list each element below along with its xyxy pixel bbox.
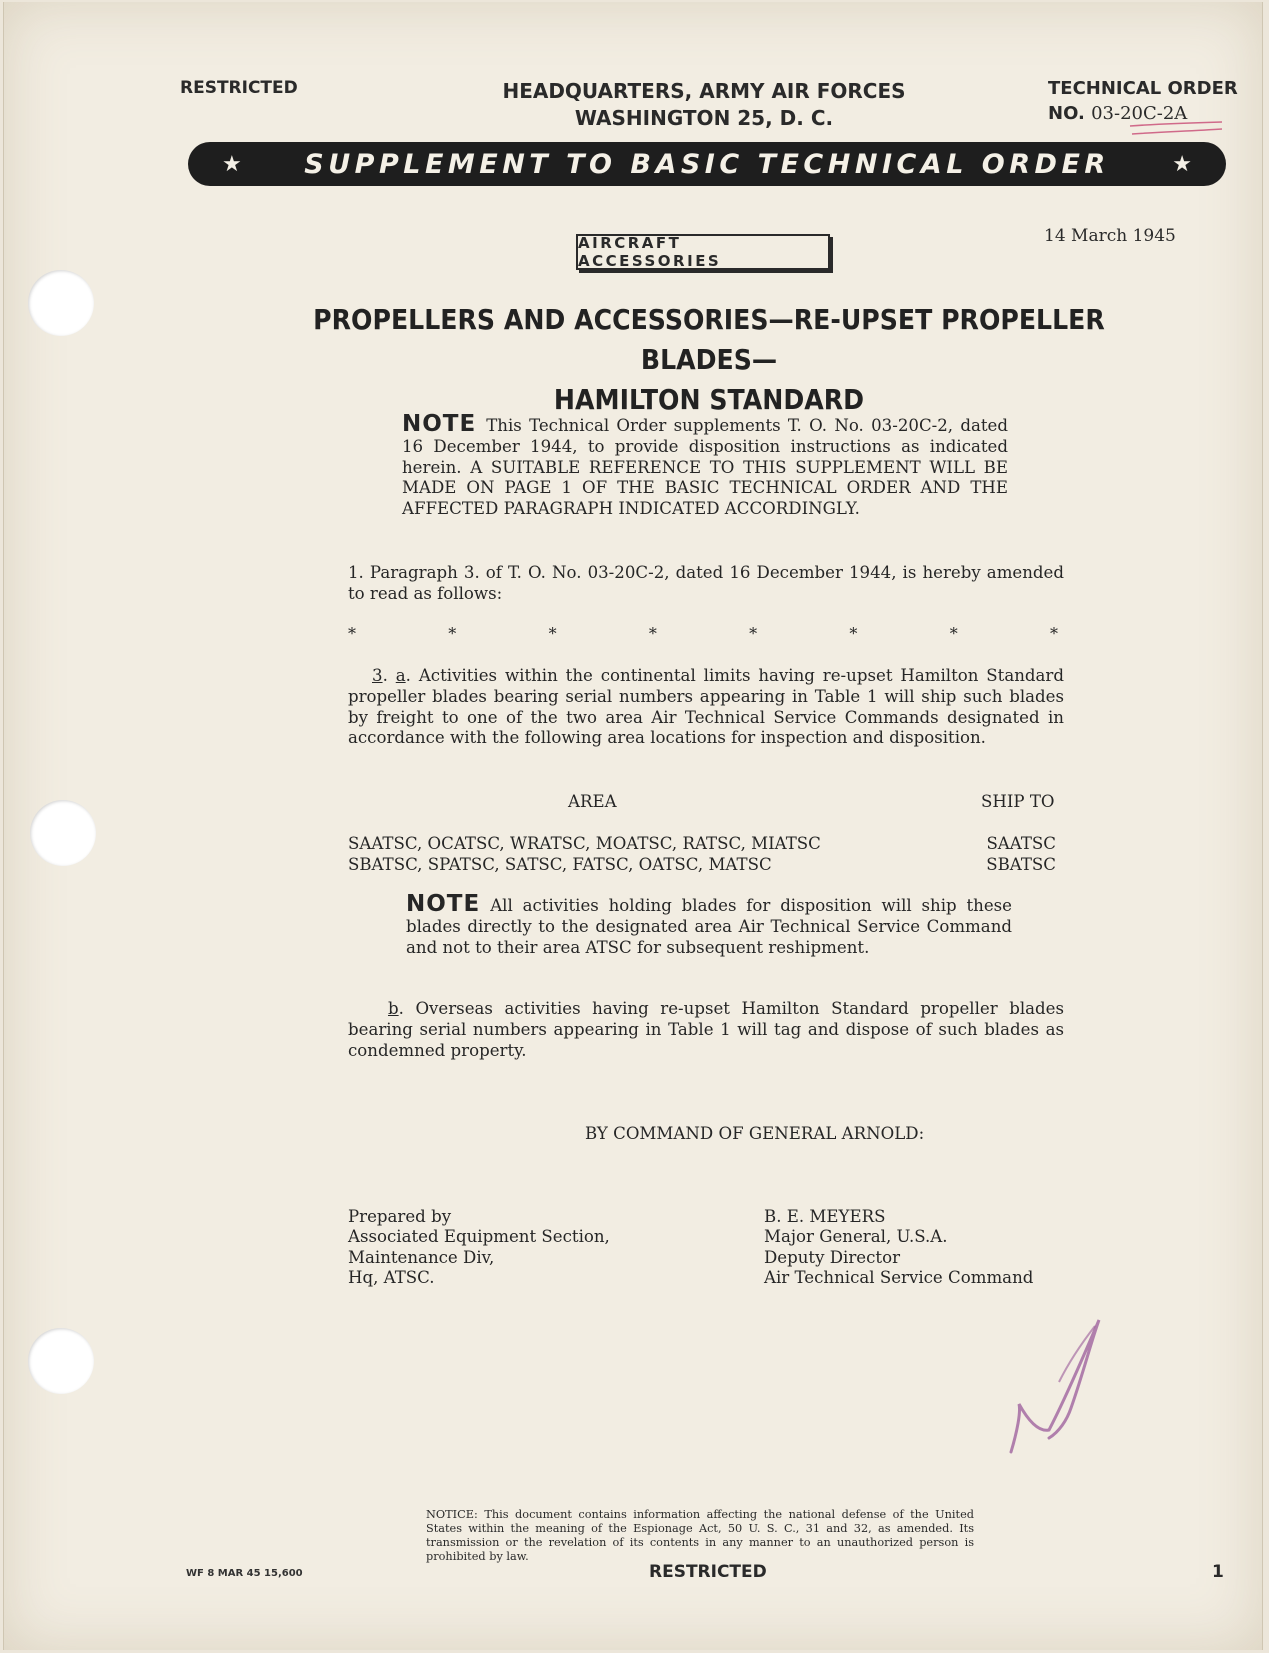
asterisk: * — [348, 624, 356, 643]
banner-text: SUPPLEMENT TO BASIC TECHNICAL ORDER — [304, 148, 1110, 180]
pen-underline-mark — [1126, 120, 1226, 138]
para3a-letter: a — [395, 666, 406, 685]
asterisk: * — [448, 624, 457, 643]
signatory-name: B. E. MEYERS — [764, 1207, 886, 1226]
star-icon: ★ — [1172, 151, 1192, 177]
header-no-label: NO. — [1048, 103, 1085, 124]
prepared-line: Hq, ATSC. — [348, 1268, 435, 1288]
table-row — [348, 855, 1056, 874]
parab-text: Overseas activities having re-upset Hamilton Standard propeller blades bearing serial numbers appearing in Table 1 will tag and dispose of such blades as condemned property. — [348, 999, 1064, 1060]
title-line2: HAMILTON STANDARD — [553, 383, 865, 416]
punch-hole — [30, 800, 96, 866]
paragraph-b: b. Overseas activities having re-upset Hamilton Standard propeller blades bearing serial numbers appearing in Table 1 will tag and dispose of such blades as condemned property. — [348, 999, 1064, 1060]
ship-to-column-header: SHIP TO — [981, 792, 1055, 811]
signatory-title: Deputy Director — [764, 1247, 900, 1267]
ship-to-cell: SAATSC — [986, 834, 1056, 853]
footer-restricted: RESTRICTED — [649, 1562, 767, 1582]
asterisk: * — [1049, 624, 1058, 643]
footer-print-code: WF 8 MAR 45 15,600 — [186, 1568, 303, 1579]
punch-hole — [28, 1328, 94, 1394]
asterisk: * — [849, 624, 858, 643]
area-cell: SBATSC, SPATSC, SATSC, FATSC, OATSC, MATSC — [348, 855, 772, 874]
note-label: NOTE — [406, 891, 481, 917]
asterisk-row — [348, 624, 1058, 643]
signatory-title: Air Technical Service Command — [764, 1268, 1034, 1288]
handwritten-mark — [999, 1312, 1109, 1462]
para3a-number: 3 — [372, 666, 383, 685]
note-text: This Technical Order supplements T. O. No. 03-20C-2, dated 16 December 1944, to provide disposition instructions as indicated herein. A SUITABLE REFERENCE TO THIS SUPPLEMENT WILL BE MADE ON PAGE 1 OF THE BASIC TECHNICAL ORDER AND THE AFFECTED PARAGRAPH INDICATED ACCORDINGLY. — [402, 416, 1008, 519]
page-number: 1 — [1212, 1562, 1224, 1582]
header-headquarters — [474, 78, 934, 132]
prepared-by-block — [348, 1207, 610, 1289]
header-hq-line2: WASHINGTON 25, D. C. — [574, 106, 834, 130]
header-technical-order — [1048, 76, 1238, 126]
asterisk: * — [648, 624, 657, 643]
header-restricted: RESTRICTED — [180, 78, 298, 98]
star-icon: ★ — [222, 151, 242, 177]
para3a-text: Activities within the continental limits having re-upset Hamilton Standard propeller blades bearing serial numbers appearing in Table 1 will ship such blades by freight to one of the two area Air Technical Service Commands designated in accordance with the following area locations for inspection and disposition. — [348, 666, 1064, 748]
note-label: NOTE — [402, 411, 477, 437]
header-no-value: 03-20C-2A — [1091, 103, 1188, 124]
table-row — [348, 834, 1056, 853]
note-supplement — [402, 411, 1008, 520]
punch-hole — [28, 270, 94, 336]
command-line: BY COMMAND OF GENERAL ARNOLD: — [585, 1124, 925, 1143]
prepared-line: Prepared by — [348, 1207, 452, 1226]
note-text: All activities holding blades for disposition will ship these blades directly to the designated area Air Technical Service Command and not to their area ATSC for subsequent reshipment. — [406, 896, 1012, 957]
header-hq-line1: HEADQUARTERS, ARMY AIR FORCES — [502, 79, 906, 103]
ship-to-cell: SBATSC — [986, 855, 1056, 874]
document-title — [255, 300, 1164, 420]
paragraph-3a: 3. a. Activities within the continental limits having re-upset Hamilton Standard propeller blades bearing serial numbers appearing in Table 1 will ship such blades by freight to one of the two area Air Technical Service Commands designated in accordance with the following area locations for inspection and disposition. — [348, 666, 1064, 748]
area-cell: SAATSC, OCATSC, WRATSC, MOATSC, RATSC, MIATSC — [348, 834, 821, 853]
title-line1: PROPELLERS AND ACCESSORIES—RE-UPSET PROPELLER BLADES— — [313, 303, 1105, 376]
area-column-header: AREA — [568, 792, 617, 811]
signature-block — [764, 1207, 1033, 1289]
header-to-label: TECHNICAL ORDER — [1048, 78, 1238, 99]
espionage-notice: NOTICE: This document contains information affecting the national defense of the United States within the meaning of the Espionage Act, 50 U. S. C., 31 and 32, as amended. Its transmission or the revelation of its contents in any manner to an unauthorized person is prohibited by law. — [426, 1508, 974, 1563]
asterisk: * — [749, 624, 758, 643]
document-date: 14 March 1945 — [1044, 226, 1176, 246]
parab-letter: b — [388, 999, 399, 1018]
paragraph-1: 1. Paragraph 3. of T. O. No. 03-20C-2, dated 16 December 1944, is hereby amended to read as follows: — [348, 563, 1064, 603]
asterisk: * — [949, 624, 958, 643]
prepared-line: Maintenance Div, — [348, 1247, 495, 1267]
prepared-line: Associated Equipment Section, — [348, 1227, 610, 1247]
note-disposition — [406, 891, 1012, 958]
signatory-rank: Major General, U.S.A. — [764, 1227, 948, 1247]
asterisk: * — [548, 624, 557, 643]
supplement-banner — [188, 142, 1226, 186]
category-box: AIRCRAFT ACCESSORIES — [576, 234, 830, 270]
document-page — [3, 2, 1263, 1650]
